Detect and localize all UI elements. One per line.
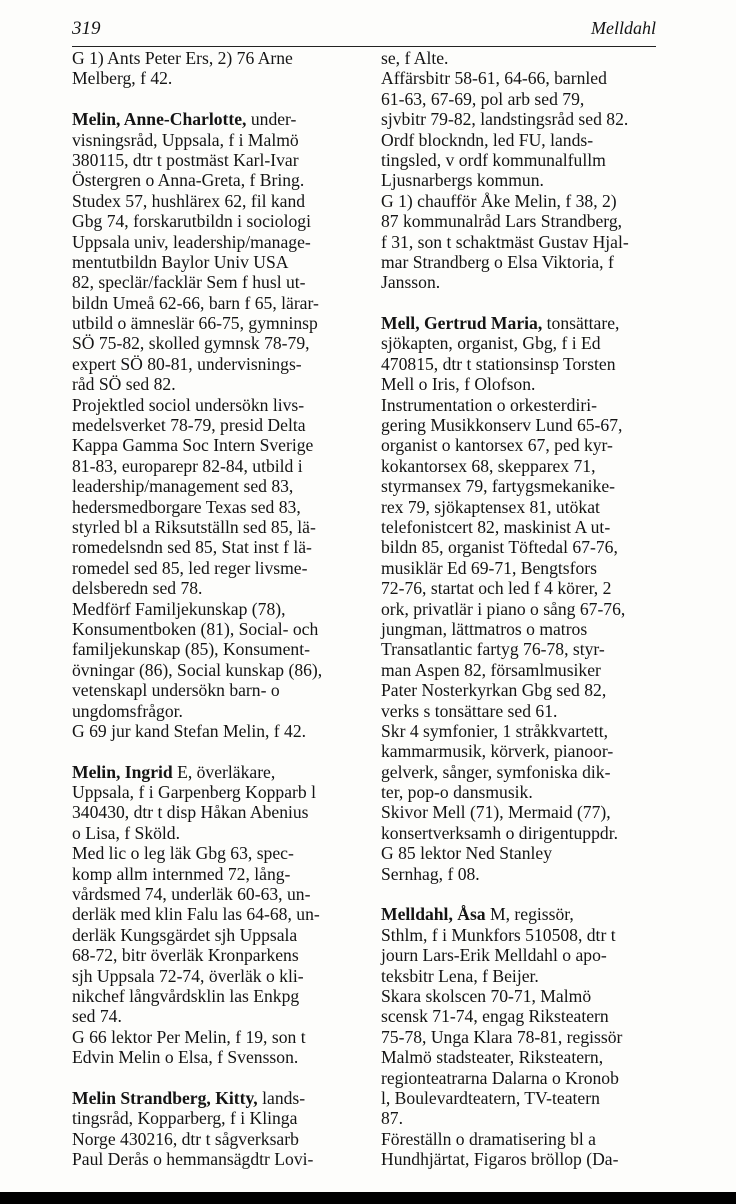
text-line [381,211,663,231]
text-line [72,660,364,680]
page-number: 319 [72,18,101,39]
line-text: 380115, dtr t postmäst Karl-Ivar [72,149,299,170]
text-line [72,1129,364,1149]
line-text: Sthlm, f i Munkfors 510508, dtr t [381,924,616,945]
right-column [381,48,663,1169]
line-text: Sernhag, f 08. [381,863,480,884]
text-line [381,741,663,761]
line-text: Medförf Familjekunskap (78), [72,598,286,619]
line-text: Paul Derås o hemmansägdtr Lovi- [72,1149,314,1170]
text-line [72,925,364,945]
line-text: SÖ 75-82, skolled gymnsk 78-79, [72,333,310,354]
line-text: o Lisa, f Sköld. [72,822,181,843]
line-text: Uppsala, f i Garpenberg Kopparb l [72,782,316,803]
line-text: derläk Kungsgärdet sjh Uppsala [72,924,298,945]
line-text: jungman, lättmatros o matros [381,618,588,639]
text-line [381,599,663,619]
line-text: kammarmusik, körverk, pianoor- [381,741,614,762]
line-text: verks s tonsättare sed 61. [381,700,558,721]
text-line [381,823,663,843]
line-text: under- [246,109,297,130]
text-line [72,354,364,374]
entry-heading-line [381,313,663,333]
line-text: Föreställn o dramatisering bl a [381,1128,596,1149]
text-line [381,680,663,700]
paragraph-gap [72,89,364,109]
text-line [72,130,364,150]
text-line [381,802,663,822]
entry-heading-line [381,904,663,924]
line-text: Ordf blockndn, led FU, lands- [381,129,594,150]
line-text: kokantorsex 68, skepparex 71, [381,455,596,476]
line-text: G 66 lektor Per Melin, f 19, son t [72,1026,306,1047]
line-text: 87 kommunalråd Lars Strandberg, [381,211,623,232]
text-line [381,619,663,639]
line-text: vårdsmed 74, underläk 60-63, un- [72,884,311,905]
line-text: Skara skolscen 70-71, Malmö [381,985,592,1006]
line-text: Gbg 74, forskarutbildn i sociologi [72,211,311,232]
text-line [381,1068,663,1088]
line-text: M, regissör, [485,904,574,925]
text-line [381,1006,663,1026]
line-text: romedel sed 85, led reger livsme- [72,557,308,578]
text-line [381,986,663,1006]
entry-headword: Melin Strandberg, Kitty, [72,1087,258,1108]
line-text: Malmö stadsteater, Riksteatern, [381,1047,604,1068]
text-line [72,68,364,88]
text-line [381,1129,663,1149]
text-line [72,456,364,476]
text-line [72,374,364,394]
text-line [72,1006,364,1026]
line-text: ork, privatlär i piano o sång 67-76, [381,598,626,619]
line-text: Ljusnarbergs kommun. [381,170,544,191]
text-line [72,558,364,578]
text-line [72,578,364,598]
text-line [381,415,663,435]
text-line [381,170,663,190]
text-line [381,497,663,517]
line-text: Transatlantic fartyg 76-78, styr- [381,639,605,660]
entry-headword: Melin, Anne-Charlotte, [72,109,247,130]
text-line [72,415,364,435]
text-line [381,578,663,598]
text-line [72,48,364,68]
line-text: man Aspen 82, församlmusiker [381,659,601,680]
text-line [72,313,364,333]
text-line [381,89,663,109]
text-line [72,293,364,313]
page-header [72,14,656,47]
text-line [72,966,364,986]
line-text: hedersmedborgare Texas sed 83, [72,496,301,517]
entry-heading-line [72,1088,364,1108]
entry-heading-line [72,762,364,782]
line-text: råd SÖ sed 82. [72,374,176,395]
text-line [72,864,364,884]
text-line [72,333,364,353]
text-line [72,497,364,517]
line-text: sed 74. [72,1006,122,1027]
paragraph-gap [381,293,663,313]
line-text: f 31, son t schaktmäst Gustav Hjal- [381,231,629,252]
text-line [381,150,663,170]
text-line [72,272,364,292]
running-head: Melldahl [591,18,656,38]
text-line [381,1047,663,1067]
line-text: konsertverksamh o dirigentuppdr. [381,822,618,843]
line-text: sjh Uppsala 72-74, överläk o kli- [72,965,304,986]
line-text: se, f Alte. [381,48,449,68]
line-text: musiklär Ed 69-71, Bengtsfors [381,557,597,578]
line-text: 82, speclär/facklär Sem f husl ut- [72,272,306,293]
text-line [72,1047,364,1067]
line-text: visningsråd, Uppsala, f i Malmö [72,129,299,150]
line-text: familjekunskap (85), Konsument- [72,639,310,660]
text-line [72,701,364,721]
text-line [72,599,364,619]
text-line [381,1108,663,1128]
line-text: mar Strandberg o Elsa Viktoria, f [381,251,614,272]
text-line [381,232,663,252]
line-text: 470815, dtr t stationsinsp Torsten [381,353,616,374]
line-text: organist o kantorsex 67, ped kyr- [381,435,613,456]
line-text: regionteatrarna Dalarna o Kronob [381,1067,619,1088]
line-text: Norge 430216, dtr t sågverksarb [72,1128,299,1149]
line-text: lands- [257,1087,306,1108]
text-line [72,150,364,170]
line-text: 68-72, bitr överläk Kronparkens [72,945,299,966]
line-text: övningar (86), Social kunskap (86), [72,659,323,680]
line-text: tonsättare, [542,313,620,334]
text-line [72,395,364,415]
line-text: l, Boulevardteatern, TV-teatern [381,1087,600,1108]
text-line [381,558,663,578]
text-line [381,721,663,741]
line-text: Östergren o Anna-Greta, f Bring. [72,170,305,191]
line-text: 340430, dtr t disp Håkan Abenius [72,802,309,823]
line-text: scensk 71-74, engag Riksteatern [381,1006,609,1027]
line-text: Konsumentboken (81), Social- och [72,618,319,639]
paragraph-gap [72,741,364,761]
text-line [72,435,364,455]
line-text: Skr 4 symfonier, 1 stråkkvartett, [381,720,608,741]
line-text: medelsverket 78-79, presid Delta [72,415,306,436]
text-line [381,333,663,353]
text-line [381,945,663,965]
text-line [381,252,663,272]
line-text: bildn Umeå 62-66, barn f 65, lärar- [72,292,319,313]
text-line [381,517,663,537]
line-text: G 1) Ants Peter Ers, 2) 76 Arne [72,48,293,68]
paragraph-gap [72,1068,364,1088]
text-line [72,1027,364,1047]
line-text: Projektled sociol undersökn livs- [72,394,305,415]
entry-headword: Melin, Ingrid [72,761,173,782]
text-line [381,191,663,211]
line-text: E, överläkare, [172,761,276,782]
line-text: 72-76, startat och led f 4 körer, 2 [381,578,612,599]
text-line [72,537,364,557]
text-line [72,1149,364,1169]
line-text: romedelsndn sed 85, Stat inst f lä- [72,537,312,558]
line-text: Instrumentation o orkesterdiri- [381,394,597,415]
text-line [381,925,663,945]
text-line [381,48,663,68]
line-text: bildn 85, organist Töftedal 67-76, [381,537,618,558]
line-text: mentutbildn Baylor Univ USA [72,251,289,272]
line-text: 87. [381,1108,403,1129]
line-text: 81-83, europarepr 82-84, utbild i [72,455,303,476]
text-line [72,986,364,1006]
text-line [72,721,364,741]
line-text: Mell o Iris, f Olofson. [381,374,536,395]
entry-headword: Mell, Gertrud Maria, [381,313,543,334]
text-line [72,517,364,537]
text-line [72,619,364,639]
line-text: gering Musikkonserv Lund 65-67, [381,415,623,436]
line-text: Affärsbitr 58-61, 64-66, barnled [381,68,607,89]
line-text: ter, pop-o dansmusik. [381,782,533,803]
text-line [381,639,663,659]
text-line [72,191,364,211]
line-text: rex 79, sjökaptensex 81, utökat [381,496,600,517]
entry-headword: Melldahl, Åsa [381,904,486,925]
text-line [72,823,364,843]
text-line [72,252,364,272]
line-text: Jansson. [381,272,441,293]
text-line [381,966,663,986]
text-line [381,1027,663,1047]
text-line [381,109,663,129]
text-line [381,537,663,557]
line-text: styrmansex 79, fartygsmekanike- [381,476,616,497]
text-line [72,945,364,965]
text-line [381,435,663,455]
line-text: Melberg, f 42. [72,68,173,89]
text-line [381,395,663,415]
paragraph-gap [381,884,663,904]
text-line [381,782,663,802]
line-text: utbild o ämneslär 66-75, gymninsp [72,313,318,334]
line-text: telefonistcert 82, maskinist A ut- [381,516,611,537]
line-text: delsberedn sed 78. [72,578,203,599]
line-text: Hundhjärtat, Figaros bröllop (Da- [381,1149,619,1170]
line-text: expert SÖ 80-81, undervisnings- [72,353,302,374]
line-text: Med lic o leg läk Gbg 63, spec- [72,843,294,864]
line-text: sjvbitr 79-82, landstingsråd sed 82. [381,109,629,130]
line-text: vetenskapl undersökn barn- o [72,680,280,701]
text-line [381,864,663,884]
text-line [381,130,663,150]
line-text: G 69 jur kand Stefan Melin, f 42. [72,720,307,741]
text-line [381,762,663,782]
text-line [381,354,663,374]
scan-edge-bar [0,1192,736,1204]
line-text: tingsled, v ordf kommunalfullm [381,149,606,170]
text-line [72,884,364,904]
text-line [381,374,663,394]
left-column [72,48,364,1169]
text-line [381,701,663,721]
text-line [381,843,663,863]
text-line [72,232,364,252]
line-text: 75-78, Unga Klara 78-81, regissör [381,1026,623,1047]
text-line [381,476,663,496]
line-text: leadership/management sed 83, [72,476,294,497]
text-line [72,904,364,924]
text-line [381,1149,663,1169]
line-text: G 1) chaufför Åke Melin, f 38, 2) [381,190,617,211]
text-line [381,660,663,680]
line-text: G 85 lektor Ned Stanley [381,843,553,864]
text-line [72,680,364,700]
text-line [72,1108,364,1128]
line-text: styrled bl a Riksutställn sed 85, lä- [72,516,316,537]
line-text: Kappa Gamma Soc Intern Sverige [72,435,314,456]
text-line [72,639,364,659]
line-text: derläk med klin Falu las 64-68, un- [72,904,320,925]
line-text: tingsråd, Kopparberg, f i Klinga [72,1108,298,1129]
line-text: journ Lars-Erik Melldahl o apo- [381,945,607,966]
line-text: teksbitr Lena, f Beijer. [381,965,539,986]
line-text: gelverk, sånger, symfoniska dik- [381,761,611,782]
line-text: Pater Nosterkyrkan Gbg sed 82, [381,680,607,701]
text-line [72,782,364,802]
line-text: Skivor Mell (71), Mermaid (77), [381,802,611,823]
text-line [72,476,364,496]
text-line [72,211,364,231]
text-line [72,802,364,822]
text-line [381,68,663,88]
text-line [72,843,364,863]
line-text: nikchef långvårdsklin las Enkpg [72,985,300,1006]
text-line [72,170,364,190]
line-text: 61-63, 67-69, pol arb sed 79, [381,88,585,109]
entry-heading-line [72,109,364,129]
line-text: ungdomsfrågor. [72,700,183,721]
text-line [381,272,663,292]
line-text: Edvin Melin o Elsa, f Svensson. [72,1047,299,1068]
line-text: Uppsala univ, leadership/manage- [72,231,311,252]
line-text: Studex 57, hushlärex 62, fil kand [72,190,306,211]
line-text: sjökapten, organist, Gbg, f i Ed [381,333,601,354]
text-line [381,456,663,476]
line-text: komp allm internmed 72, lång- [72,863,291,884]
text-line [381,1088,663,1108]
